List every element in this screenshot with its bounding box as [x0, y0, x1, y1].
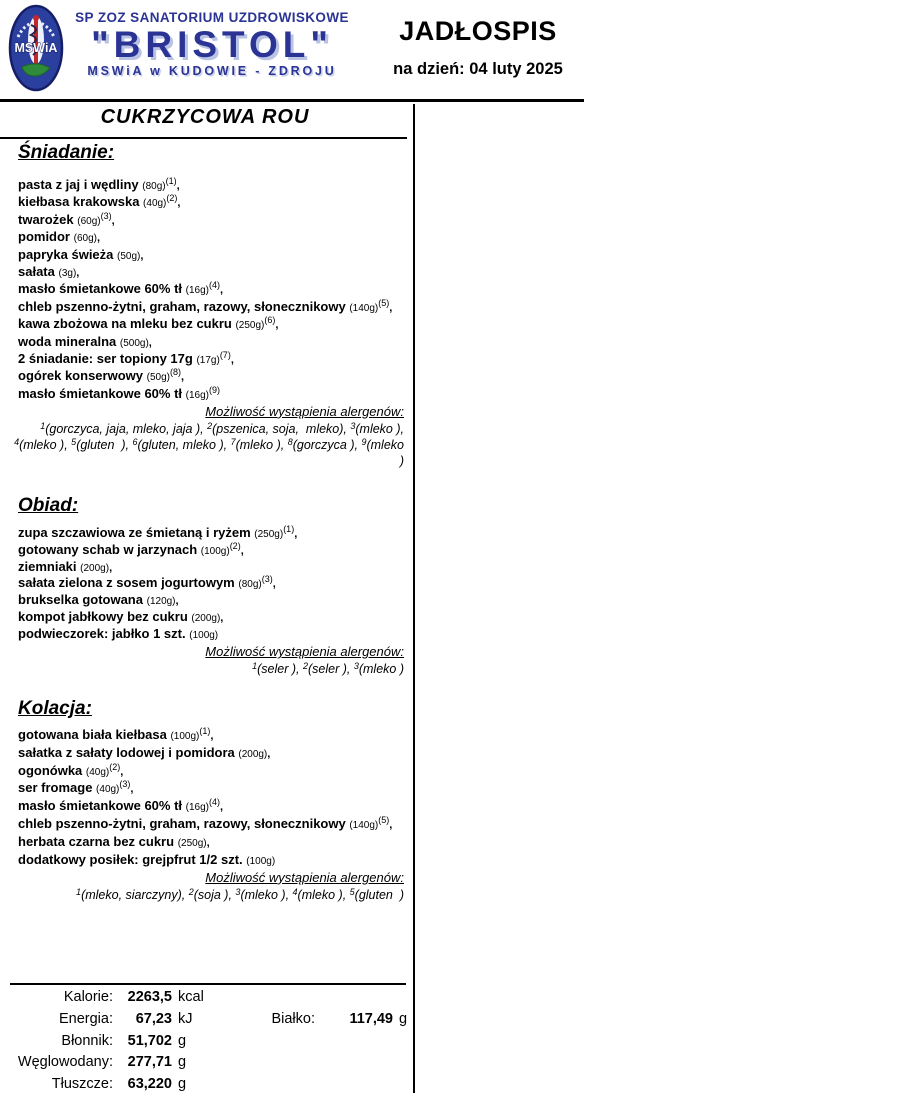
item-name: ziemniaki: [18, 558, 77, 574]
allergen-text: (mleko ),: [235, 437, 288, 452]
item-separator: ,: [389, 818, 393, 831]
allergen-text: ): [399, 454, 404, 469]
item-allergen-ref: (2): [109, 761, 121, 772]
item-separator: ,: [177, 197, 181, 210]
item-name: zupa szczawiowa ze śmietaną i ryżem: [18, 525, 251, 540]
menu-item: [18, 351, 408, 368]
item-name: gotowany schab w jarzynach: [18, 541, 198, 557]
item-name: pasta z jaj i wędliny: [18, 177, 139, 192]
item-name: sałata zielona z sosem jogurtowym: [18, 575, 235, 591]
allergen-ref-number: 5: [71, 436, 77, 447]
item-quantity: (500g): [119, 337, 149, 349]
item-name: dodatkowy posiłek: grejpfrut 1/2 szt.: [18, 851, 243, 867]
item-quantity: (120g): [146, 596, 176, 608]
item-quantity: (50g): [117, 250, 141, 262]
item-allergen-ref: (2): [229, 540, 241, 551]
item-quantity: (100g): [246, 855, 276, 867]
item-name: masło śmietankowe 60% tł: [18, 385, 183, 401]
menu-item: [18, 540, 408, 560]
allergen-lines: [0, 888, 404, 904]
item-separator: ,: [148, 336, 152, 349]
item-name: masło śmietankowe 60% tł: [18, 798, 183, 814]
menu-item: [18, 852, 408, 870]
nutrition-value: 277,71: [127, 1054, 172, 1071]
item-separator: ,: [272, 578, 276, 591]
item-allergen-ref: (2): [166, 193, 178, 204]
allergen-ref-number: 1: [76, 886, 82, 897]
organization-type: SP ZOZ SANATORIUM UZDROWISKOWE: [75, 10, 349, 25]
item-separator: ,: [206, 836, 210, 849]
menu-item: [18, 264, 408, 281]
allergen-text: (seler ),: [257, 662, 303, 677]
item-separator: ,: [140, 249, 144, 262]
item-quantity: (140g): [349, 819, 379, 831]
menu-item: [18, 763, 408, 781]
item-quantity: (16g): [185, 802, 209, 814]
item-separator: ,: [294, 528, 298, 540]
nutrition-unit: g: [178, 1032, 187, 1049]
nutrition-unit: g: [178, 1076, 187, 1093]
menu-item: [18, 816, 408, 834]
nutrition-label: Błonnik:: [61, 1032, 113, 1049]
menu-item: [18, 247, 408, 264]
allergen-line: [0, 438, 404, 454]
item-quantity: (40g): [96, 784, 120, 796]
nutrition-unit: kJ: [178, 1010, 193, 1027]
item-separator: ,: [210, 730, 214, 742]
item-name: papryka świeża: [18, 246, 114, 262]
menu-item: [18, 212, 408, 229]
section-breakfast: [0, 142, 408, 469]
menu-item: [18, 299, 408, 316]
item-quantity: (250g): [254, 529, 284, 540]
item-quantity: (50g): [146, 372, 170, 384]
nutrition-row-fat: [0, 1076, 410, 1098]
allergen-text: (soja ),: [193, 887, 236, 902]
item-allergen-ref: (6): [264, 315, 276, 326]
item-separator: ,: [109, 561, 113, 574]
item-allergen-ref: (4): [209, 797, 220, 808]
nutrition-row-fiber: [0, 1033, 410, 1055]
item-quantity: (60g): [73, 233, 97, 245]
allergen-text: (mleko ),: [297, 887, 350, 902]
menu-item: [18, 194, 408, 211]
menu-item: [18, 177, 408, 194]
item-name: chleb pszenno-żytni, graham, razowy, słonecznikowy: [18, 815, 346, 831]
item-name: brukselka gotowana: [18, 592, 143, 608]
header-divider: [0, 99, 584, 102]
item-name: woda mineralna: [18, 333, 117, 349]
item-allergen-ref: (3): [100, 210, 112, 221]
menu-item: [18, 316, 408, 333]
item-list: [18, 727, 408, 869]
allergen-text: (gluten, mleko ),: [137, 437, 231, 452]
item-allergen-ref: (8): [169, 367, 181, 378]
allergen-line: [0, 454, 404, 469]
nutrition-unit: g: [178, 1054, 187, 1071]
allergen-header: Możliwość wystąpienia alergenów:: [205, 869, 404, 885]
item-separator: ,: [96, 232, 101, 245]
allergen-lines: [0, 422, 404, 470]
menu-item: [18, 281, 408, 298]
allergen-line: [0, 422, 404, 438]
section-lunch: [0, 495, 408, 678]
item-name: kompot jabłkowy bez cukru: [18, 608, 188, 624]
menu-item: [18, 834, 408, 852]
document-title: JADŁOSPIS: [399, 16, 557, 46]
item-quantity: (200g): [238, 748, 268, 760]
item-separator: ,: [220, 611, 224, 624]
item-separator: ,: [230, 354, 234, 367]
allergen-text: (gorczyca, jaja, mleko, jaja ),: [45, 421, 208, 436]
item-name: ser fromage: [18, 780, 93, 796]
item-name: masło śmietankowe 60% tł: [18, 281, 183, 297]
allergen-ref-number: 2: [207, 420, 213, 431]
allergen-block: [0, 644, 404, 678]
nutrition-row-calories: [0, 989, 410, 1011]
item-name: ogonówka: [18, 762, 83, 778]
item-allergen-ref: (3): [261, 574, 273, 585]
organization-location: MSWiA w KUDOWIE - ZDROJU: [87, 64, 337, 78]
allergen-ref-number: 6: [132, 436, 138, 447]
item-quantity: (60g): [77, 215, 101, 227]
allergen-ref-number: 4: [14, 436, 20, 447]
item-quantity: (16g): [185, 285, 209, 297]
item-separator: ,: [267, 747, 271, 760]
item-allergen-ref: (7): [219, 350, 231, 361]
item-quantity: (250g): [177, 837, 207, 849]
allergen-ref-number: 4: [292, 886, 298, 897]
allergen-header: Możliwość wystąpienia alergenów:: [205, 644, 404, 660]
allergen-ref-number: 3: [350, 420, 356, 431]
item-quantity: (16g): [185, 389, 209, 401]
item-separator: ,: [111, 214, 115, 227]
item-quantity: (100g): [200, 545, 230, 557]
item-name: 2 śniadanie: ser topiony 17g: [18, 351, 193, 367]
allergen-ref-number: 8: [287, 436, 293, 447]
menu-item: [18, 798, 408, 816]
item-separator: ,: [130, 783, 134, 796]
item-list: [18, 526, 408, 644]
allergen-text: (gorczyca ),: [292, 437, 362, 452]
item-allergen-ref: (5): [378, 814, 390, 825]
item-quantity: (100g): [170, 731, 200, 742]
logo-text: MSWiA: [14, 41, 58, 55]
item-list: [18, 177, 408, 403]
menu-item: [18, 745, 408, 763]
item-name: herbata czarna bez cukru: [18, 833, 175, 849]
item-allergen-ref: (4): [209, 280, 220, 291]
menu-item: [18, 627, 408, 644]
item-quantity: (40g): [85, 766, 110, 778]
allergen-text: (pszenica, soja, mleko),: [212, 421, 351, 436]
item-separator: ,: [240, 544, 244, 557]
document-title-block: [380, 16, 576, 79]
item-name: sałatka z sałaty lodowej i pomidora: [18, 744, 235, 760]
nutrition-unit-protein: g: [399, 1010, 408, 1027]
item-allergen-ref: (1): [199, 726, 211, 736]
nutrition-value: 51,702: [127, 1032, 172, 1049]
allergen-ref-number: 1: [252, 661, 258, 672]
item-quantity: (100g): [189, 629, 219, 641]
nutrition-row-carbs: [0, 1054, 410, 1076]
nutrition-label: Energia:: [58, 1010, 113, 1027]
allergen-text: (mleko ): [358, 662, 404, 677]
item-name: pomidor: [18, 229, 70, 245]
allergen-text: (gluten ): [354, 887, 404, 902]
section-heading: Śniadanie:: [18, 142, 115, 163]
allergen-ref-number: 5: [349, 886, 355, 897]
nutrition-value: 63,220: [127, 1076, 172, 1093]
nutrition-value-protein: 117,49: [349, 1010, 393, 1027]
nutrition-value: 67,23: [135, 1010, 172, 1027]
allergen-text: (mleko ),: [19, 437, 72, 452]
item-separator: ,: [180, 371, 185, 384]
section-heading: Kolacja:: [18, 698, 92, 719]
diet-title: CUKRZYCOWA ROU: [100, 106, 310, 128]
item-allergen-ref: (1): [165, 176, 177, 186]
allergen-lines: [0, 662, 404, 678]
menu-item: [18, 386, 408, 403]
item-name: podwieczorek: jabłko 1 szt.: [18, 625, 186, 641]
nutrition-unit: kcal: [178, 989, 204, 1005]
allergen-ref-number: 3: [235, 886, 241, 897]
menu-item: [18, 229, 408, 246]
item-name: ogórek konserwowy: [18, 368, 143, 384]
item-separator: ,: [76, 267, 80, 280]
item-allergen-ref: (1): [283, 524, 295, 534]
allergen-ref-number: 2: [302, 661, 308, 672]
allergen-text: (mleko ),: [355, 421, 404, 436]
allergen-block: [0, 404, 404, 470]
menu-item: [18, 576, 408, 593]
allergen-header: Możliwość wystąpienia alergenów:: [205, 403, 404, 419]
item-name: kawa zbożowa na mleku bez cukru: [18, 316, 232, 332]
item-separator: ,: [175, 595, 179, 608]
menu-item: [18, 368, 408, 385]
item-allergen-ref: (3): [119, 779, 131, 790]
allergen-text: (mleko, siarczyny),: [81, 887, 189, 902]
item-quantity: (80g): [142, 181, 166, 192]
section-dinner: [0, 698, 408, 904]
item-allergen-ref: (5): [378, 297, 390, 308]
nutrition-divider: [10, 983, 406, 985]
nutrition-row-energy: [0, 1011, 410, 1033]
allergen-ref-number: 9: [361, 436, 367, 447]
allergen-ref-number: 7: [230, 436, 236, 447]
menu-item: [18, 593, 408, 610]
item-name: twarożek: [18, 211, 74, 227]
menu-item: [18, 727, 408, 745]
item-separator: ,: [176, 180, 180, 192]
allergen-text: (gluten ),: [76, 437, 133, 452]
item-quantity: (250g): [235, 320, 265, 332]
menu-item: [18, 780, 408, 798]
allergen-ref-number: 1: [40, 420, 46, 431]
column-divider: [413, 104, 415, 1093]
item-quantity: (17g): [196, 355, 220, 367]
item-separator: ,: [220, 284, 224, 297]
item-separator: ,: [275, 319, 279, 332]
item-name: sałata: [18, 264, 55, 280]
nutrition-summary: [0, 989, 410, 1098]
mswia-logo-icon: [8, 3, 64, 93]
item-quantity: (3g): [58, 268, 77, 280]
menu-item: [18, 610, 408, 627]
item-name: chleb pszenno-żytni, graham, razowy, słonecznikowy: [18, 298, 346, 314]
item-quantity: (80g): [238, 579, 262, 591]
allergen-line: [0, 888, 404, 904]
allergen-block: [0, 870, 404, 904]
item-allergen-ref: (9): [209, 384, 220, 395]
diet-title-divider: [0, 137, 407, 139]
item-separator: ,: [120, 765, 124, 778]
item-quantity: (200g): [191, 612, 221, 624]
menu-item: [18, 526, 408, 543]
item-name: gotowana biała kiełbasa: [18, 727, 167, 742]
allergen-line: [0, 662, 404, 678]
allergen-text: (mleko ),: [240, 887, 293, 902]
menu-item: [18, 334, 408, 351]
organization-block: [62, 10, 362, 78]
allergen-ref-number: 2: [188, 886, 194, 897]
item-name: kiełbasa krakowska: [18, 194, 140, 210]
section-heading: Obiad:: [18, 495, 79, 516]
allergen-text: (seler ),: [307, 662, 354, 677]
nutrition-label: Węglowodany:: [17, 1054, 113, 1071]
item-separator: ,: [220, 801, 224, 814]
nutrition-label: Tłuszcze:: [51, 1076, 113, 1093]
allergen-text: (mleko: [366, 437, 404, 452]
allergen-ref-number: 3: [353, 661, 359, 672]
item-separator: ,: [389, 301, 393, 314]
nutrition-value: 2263,5: [127, 989, 172, 1005]
organization-name: "BRISTOL": [91, 24, 333, 65]
document-date: na dzień: 04 luty 2025: [393, 60, 563, 78]
nutrition-label: Kalorie:: [63, 989, 113, 1005]
item-quantity: (140g): [349, 302, 379, 314]
item-quantity: (40g): [143, 198, 167, 210]
item-quantity: (200g): [80, 562, 110, 574]
menu-item: [18, 560, 408, 577]
nutrition-label-protein: Białko:: [271, 1010, 315, 1027]
